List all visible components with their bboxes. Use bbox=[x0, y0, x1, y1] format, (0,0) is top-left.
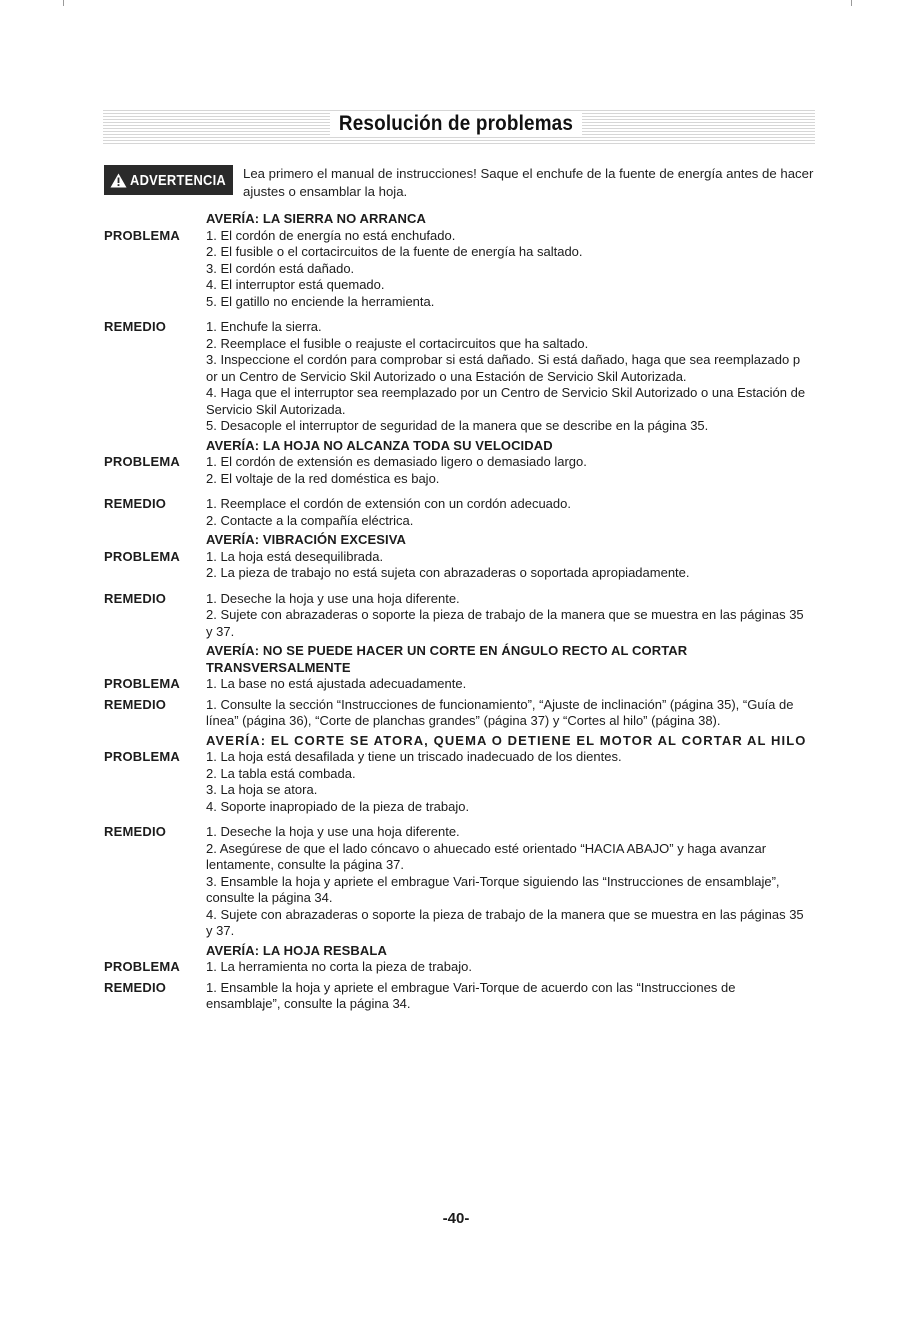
problem-label: PROBLEMA bbox=[104, 676, 180, 691]
problem-item: 1. La hoja está desafilada y tiene un triscado inadecuado de los dientes. bbox=[206, 749, 622, 764]
section-3-problem bbox=[0, 549, 912, 582]
problem-item: 1. La hoja está desequilibrada. bbox=[206, 548, 384, 564]
section-2-problem bbox=[0, 454, 912, 487]
warning-text: Lea primero el manual de instrucciones! Saque el enchufe de la fuente de energía antes de hacer ajustes o ensamblar la hoja. bbox=[243, 166, 814, 199]
section-1-heading-row bbox=[0, 208, 912, 228]
section-3-heading-row bbox=[0, 529, 912, 549]
problem-label: PROBLEMA bbox=[104, 749, 180, 764]
troubleshooting-content bbox=[0, 208, 912, 1013]
section-4-heading-row bbox=[0, 640, 912, 676]
section-6-problem bbox=[0, 959, 912, 976]
problem-item: 3. La hoja se atora. bbox=[206, 782, 318, 797]
page-number: -40- bbox=[442, 1210, 470, 1227]
section-5-heading-row bbox=[0, 730, 912, 750]
section-3-remedy bbox=[0, 591, 912, 641]
remedy-item: 1. Enchufe la sierra. bbox=[206, 319, 322, 334]
problem-label: PROBLEMA bbox=[104, 959, 180, 974]
warning-triangle-icon bbox=[110, 173, 127, 188]
problem-item: 1. El cordón de extensión es demasiado ligero o demasiado largo. bbox=[206, 454, 587, 469]
crop-mark-left bbox=[63, 0, 64, 6]
remedy-label: REMEDIO bbox=[104, 496, 167, 511]
warning-badge bbox=[104, 165, 233, 195]
section-heading: AVERÍA: LA HOJA RESBALA bbox=[206, 942, 387, 958]
remedy-item: 3. Ensamble la hoja y apriete el embrague Vari-Torque siguiendo las “Instrucciones de ensamblaje”, consulte la página 34. bbox=[206, 873, 780, 905]
section-heading: AVERÍA: EL CORTE SE ATORA, QUEMA O DETIENE EL MOTOR AL CORTAR AL HILO bbox=[206, 732, 807, 748]
crop-mark-right bbox=[851, 0, 852, 6]
page-title: Resolución de problemas bbox=[46, 112, 867, 136]
section-heading: AVERÍA: NO SE PUEDE HACER UN CORTE EN ÁNGULO RECTO AL CORTAR TRANSVERSALMENTE bbox=[206, 643, 688, 675]
problem-item: 3. El cordón está dañado. bbox=[206, 260, 355, 276]
section-1-remedy bbox=[0, 319, 912, 435]
remedy-item: 1. Ensamble la hoja y apriete el embrague Vari-Torque de acuerdo con las “Instrucciones de ensamblaje”, consulte la página 34. bbox=[206, 979, 736, 1011]
problem-item: 2. El fusible o el cortacircuitos de la fuente de energía ha saltado. bbox=[206, 244, 583, 259]
warning-badge-label: ADVERTENCIA bbox=[130, 171, 227, 189]
problem-item: 1. La herramienta no corta la pieza de trabajo. bbox=[206, 959, 472, 974]
section-5-problem bbox=[0, 749, 912, 815]
section-2-heading-row bbox=[0, 435, 912, 455]
remedy-label: REMEDIO bbox=[104, 590, 167, 606]
section-2-remedy bbox=[0, 496, 912, 529]
problem-item: 4. Soporte inapropiado de la pieza de trabajo. bbox=[206, 798, 470, 814]
problem-item: 5. El gatillo no enciende la herramienta. bbox=[206, 293, 435, 309]
remedy-item: 1. Deseche la hoja y use una hoja diferente. bbox=[206, 824, 460, 839]
problem-item: 2. El voltaje de la red doméstica es bajo. bbox=[206, 470, 440, 486]
remedy-item: 5. Desacople el interruptor de seguridad de la manera que se describe en la página 35. bbox=[206, 418, 709, 433]
problem-label: PROBLEMA bbox=[104, 227, 180, 243]
remedy-item: 4. Sujete con abrazaderas o soporte la pieza de trabajo de la manera que se muestra en las páginas 35 y 37. bbox=[206, 906, 804, 938]
remedy-item: 2. Reemplace el fusible o reajuste el cortacircuitos que ha saltado. bbox=[206, 335, 589, 351]
section-heading: AVERÍA: LA SIERRA NO ARRANCA bbox=[206, 211, 426, 226]
section-4-problem bbox=[0, 676, 912, 693]
section-1-problem bbox=[0, 228, 912, 311]
section-6-heading-row bbox=[0, 940, 912, 960]
remedy-item: 1. Deseche la hoja y use una hoja diferente. bbox=[206, 590, 460, 606]
problem-item: 1. El cordón de energía no está enchufado. bbox=[206, 227, 456, 243]
problem-item: 1. La base no está ajustada adecuadamente. bbox=[206, 676, 467, 691]
section-heading: AVERÍA: VIBRACIÓN EXCESIVA bbox=[206, 532, 407, 547]
remedy-label: REMEDIO bbox=[104, 319, 167, 334]
problem-item: 2. La pieza de trabajo no está sujeta con abrazaderas o soportada apropiadamente. bbox=[206, 565, 690, 580]
remedy-label: REMEDIO bbox=[104, 979, 167, 995]
remedy-item: 3. Inspeccione el cordón para comprobar si está dañado. Si está dañado, haga que sea reemplazado p or un Centro de Servicio Skil Autorizado o una Estación de Servicio Skil Autorizada. bbox=[206, 352, 801, 384]
problem-label: PROBLEMA bbox=[104, 454, 180, 469]
problem-item: 2. La tabla está combada. bbox=[206, 765, 356, 781]
remedy-item: 2. Contacte a la compañía eléctrica. bbox=[206, 512, 414, 528]
remedy-item: 1. Consulte la sección “Instrucciones de funcionamiento”, “Ajuste de inclinación” (página 35), “Guía de línea” (página 36), “Corte de planchas grandes” (página 37) y “Cortes al hilo” (página 38). bbox=[206, 696, 794, 728]
section-heading: AVERÍA: LA HOJA NO ALCANZA TODA SU VELOCIDAD bbox=[206, 437, 553, 453]
remedy-item: 2. Sujete con abrazaderas o soporte la pieza de trabajo de la manera que se muestra en las páginas 35 y 37. bbox=[206, 607, 804, 639]
remedy-item: 4. Haga que el interruptor sea reemplazado por un Centro de Servicio Skil Autorizado o una Estación de Servicio Skil Autorizada. bbox=[206, 385, 806, 417]
section-4-remedy bbox=[0, 697, 912, 730]
remedy-item: 1. Reemplace el cordón de extensión con un cordón adecuado. bbox=[206, 496, 571, 511]
remedy-label: REMEDIO bbox=[104, 696, 167, 712]
remedy-label: REMEDIO bbox=[104, 824, 167, 839]
section-5-remedy bbox=[0, 824, 912, 940]
problem-label: PROBLEMA bbox=[104, 548, 180, 564]
remedy-item: 2. Asegúrese de que el lado cóncavo o ahuecado esté orientado “HACIA ABAJO” y haga avanzar lentamente, consulte la página 37. bbox=[206, 840, 767, 872]
problem-item: 4. El interruptor está quemado. bbox=[206, 277, 385, 292]
section-6-remedy bbox=[0, 980, 912, 1013]
